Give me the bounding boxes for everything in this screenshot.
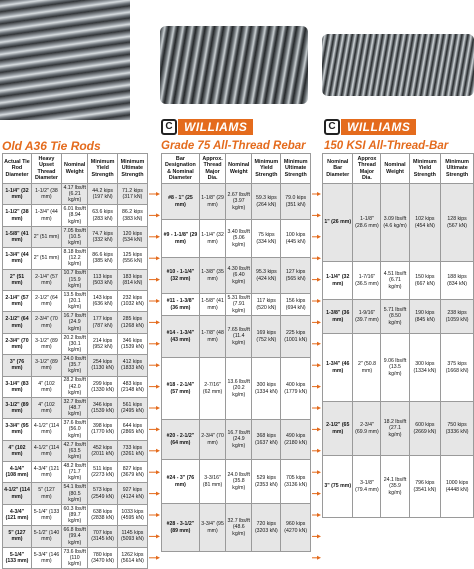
table-cell: 71.2 kips (317 kN): [117, 184, 147, 205]
table-cell: 375 kips (1668 kN): [441, 334, 474, 402]
table-cell: 4-3/4" (121 mm): [31, 462, 61, 483]
table-cell: 16.7 lbs/ft (24.9 kg/m): [226, 420, 252, 460]
table-cell: #11 - 1-3/8" (36 mm): [162, 294, 200, 316]
arrow-head-icon: [317, 492, 321, 496]
table-cell: 2" (51 mm): [31, 226, 61, 247]
table-cell: 10.7 lbs/ft (15.9 kg/m): [63, 270, 86, 289]
table-cell: 346 kips (1539 kN): [88, 397, 117, 418]
table-cell: 4-1/4" (108 mm): [3, 462, 32, 483]
table-cell: 9.06 lbs/ft (13.5 kg/m): [381, 334, 409, 402]
table-cell: 827 kips (3679 kN): [117, 462, 147, 483]
arrow-head-icon: [317, 534, 321, 538]
table-cell: 1-1/8" (29 mm): [199, 184, 225, 220]
table-cell: 7.05 lbs/ft (10.5 kg/m): [63, 227, 86, 247]
table-cell: 5" (127 mm): [3, 526, 32, 547]
table-cell: 156 kips (694 kN): [281, 294, 311, 316]
table-cell: 285 kips (1268 kN): [117, 312, 147, 333]
table-cell: 5-1/2" (140 mm): [31, 526, 61, 547]
table-cell: 42.7 lbs/ft (63.5 kg/m): [63, 441, 86, 460]
table-cell: 1-3/8" (35 mm): [199, 258, 225, 294]
table-cell: 2-3/4" (70 mm): [31, 312, 61, 333]
table-cell: 398 kips (1770 kN): [88, 419, 117, 440]
table-cell: 125 kips (556 kN): [117, 248, 147, 269]
column-header: Approx Thread Major Dia.: [353, 154, 381, 184]
table-cell: 18.2 lbs/ft (27.1 kg/m): [381, 402, 409, 456]
table-cell: 299 kips (1330 kN): [88, 376, 117, 397]
table-cell: 32.7 lbs/ft (48.7 kg/m): [63, 398, 86, 418]
table-cell: 28.2 lbs/ft (42.0 kg/m): [63, 377, 86, 396]
table-cell: 529 kips (2353 kN): [252, 460, 281, 504]
arrow-head-icon: [317, 470, 321, 474]
table-cell: 24.1 lbs/ft (35.9 kg/m): [381, 456, 409, 518]
table-cell: 2-3/4" (69.9 mm): [353, 402, 381, 456]
table-cell: 3-3/4" (95 mm): [3, 419, 32, 440]
arrow-head-icon: [156, 192, 160, 196]
table-cell: 2-1/2" (64 mm): [3, 312, 32, 333]
table-cell: 73.6 lbs/ft (110 kg/m): [63, 548, 86, 567]
table-cell: 3" (75 mm): [323, 456, 353, 518]
table-cell: #18 - 2-1/4" (57 mm): [162, 358, 200, 420]
arrow-head-icon: [317, 278, 321, 282]
table-cell: 24.0 lbs/ft (35.8 kg/m): [226, 460, 252, 504]
table-cell: 300 kips (1334 kN): [409, 334, 441, 402]
table-cell: 644 kips (2865 kN): [117, 419, 147, 440]
table-cell: 1-7/16" (36.5 mm): [353, 262, 381, 300]
table-cell: 3-3/4" (95 mm): [199, 504, 225, 552]
table-cell: 8.18 lbs/ft (12.2 kg/m): [63, 249, 86, 268]
section-title-thread-bar: 150 KSI All-Thread-Bar: [324, 140, 449, 152]
arrow-head-icon: [156, 299, 160, 303]
column-header: Minimum Ultimate Strength: [441, 154, 474, 184]
column-header: Nominal Weight: [61, 154, 87, 184]
table-cell: 4-1/2" (114 mm): [3, 483, 32, 504]
table-cell: 3-1/2" (89 mm): [31, 355, 61, 376]
table-cell: 1-1/8" (28.6 mm): [353, 184, 381, 262]
table-cell: 4.17 lbs/ft (6.21 kg/m): [63, 184, 86, 204]
williams-mark-icon: C: [324, 119, 340, 135]
table-cell: 3.09 lbs/ft (4.6 kg/m): [381, 184, 409, 262]
table-cell: #24 - 3" (76 mm): [162, 460, 200, 504]
arrow-head-icon: [156, 363, 160, 367]
table-cell: #14 - 1-3/4" (43 mm): [162, 316, 200, 358]
arrow-head-icon: [156, 278, 160, 282]
table-row: [3, 547, 148, 568]
table-cell: 24.0 lbs/ft (35.7 kg/m): [63, 356, 86, 375]
table-cell: 3-1/2" (89 mm): [31, 333, 61, 354]
table-cell: 412 kips (1833 kN): [117, 355, 147, 376]
section-title-tie-rods: Old A36 Tie Rods: [2, 139, 101, 153]
table-cell: 720 kips (3203 kN): [252, 504, 281, 552]
table-cell: 113 kips (503 kN): [88, 269, 117, 290]
arrow-head-icon: [156, 320, 160, 324]
logo-text: WILLIAMS: [341, 119, 416, 135]
table-cell: 4-1/2" (114 mm): [31, 440, 61, 461]
table-cell: 2-1/2" (65 mm): [323, 402, 353, 456]
table-cell: 74.7 kips (332 kN): [88, 226, 117, 247]
table-cell: 705 kips (3136 kN): [281, 460, 311, 504]
table-cell: 300 kips (1334 kN): [252, 358, 281, 420]
table-cell: 4-1/2" (114 mm): [31, 419, 61, 440]
arrow-head-icon: [156, 256, 160, 260]
arrow-head-icon: [317, 256, 321, 260]
arrow-head-icon: [317, 406, 321, 410]
table-cell: 1-5/8" (41 mm): [199, 294, 225, 316]
table-cell: #28 - 3-1/2" (89 mm): [162, 504, 200, 552]
table-cell: 1-1/2" (38 mm): [3, 205, 32, 226]
table-cell: 20.2 lbs/ft (30.1 kg/m): [63, 334, 86, 354]
table-cell: 2.67 lbs/ft (3.97 kg/m): [226, 184, 252, 220]
arrow-head-icon: [317, 385, 321, 389]
table-cell: 4.51 lbs/ft (6.71 kg/m): [381, 262, 409, 300]
table-cell: 2-7/16" (62 mm): [199, 358, 225, 420]
table-cell: 780 kips (3470 kN): [88, 547, 117, 568]
arrow-head-icon: [317, 513, 321, 517]
arrow-head-icon: [156, 492, 160, 496]
table-cell: #9 - 1-1/8" (29 mm): [162, 220, 200, 258]
table-cell: 4" (102 mm): [31, 397, 61, 418]
table-cell: 5-1/4" (133 mm): [31, 504, 61, 525]
arrow-head-icon: [156, 385, 160, 389]
table-cell: 3" (76 mm): [3, 355, 32, 376]
table-cell: 1-3/4" (44 mm): [3, 248, 32, 269]
table-cell: 2" (51 mm): [3, 269, 32, 290]
table-cell: 3-1/8" (79.4 mm): [353, 456, 381, 518]
table-cell: 6.01 lbs/ft (8.94 kg/m): [63, 206, 86, 225]
table-cell: 150 kips (667 kN): [409, 262, 441, 300]
table-cell: 128 kips (567 kN): [441, 184, 474, 262]
table-cell: 452 kips (2011 kN): [88, 440, 117, 461]
table-cell: 1-5/8" (41 mm): [3, 226, 32, 247]
table-cell: 95.3 kips (424 kN): [252, 258, 281, 294]
arrow-head-icon: [317, 342, 321, 346]
arrow-head-icon: [156, 556, 160, 560]
table-cell: 733 kips (3261 kN): [117, 440, 147, 461]
table-cell: 750 kips (3336 kN): [441, 402, 474, 456]
table-cell: 490 kips (2180 kN): [281, 420, 311, 460]
table-cell: 86.2 kips (383 kN): [117, 205, 147, 226]
table-cell: 177 kips (787 kN): [88, 312, 117, 333]
table-cell: 100 kips (445 kN): [281, 220, 311, 258]
arrow-head-icon: [156, 513, 160, 517]
table-cell: 2-1/4" (57 mm): [3, 290, 32, 311]
table-cell: 238 kips (1059 kN): [441, 300, 474, 334]
table-cell: 1000 kips (4448 kN): [441, 456, 474, 518]
table-cell: 638 kips (2838 kN): [88, 504, 117, 525]
column-header: Minimum Yield Strength: [409, 154, 441, 184]
table-cell: 2-1/4" (57 mm): [31, 269, 61, 290]
table-cell: 1" (26 mm): [323, 184, 353, 262]
table-cell: 1-1/2" (38 mm): [31, 184, 61, 205]
table-cell: 4" (102 mm): [31, 376, 61, 397]
table-cell: 4.30 lbs/ft (6.40 kg/m): [226, 258, 252, 294]
arrow-head-icon: [156, 213, 160, 217]
table-cell: 60.3 lbs/ft (89.7 kg/m): [63, 505, 86, 525]
table-cell: 13.5 lbs/ft (20.1 kg/m): [63, 291, 86, 311]
table-cell: 63.6 kips (283 kN): [88, 205, 117, 226]
table-cell: 5" (127 mm): [31, 483, 61, 504]
table-cell: 2" (51 mm): [31, 248, 61, 269]
table-cell: 44.2 kips (197 kN): [88, 184, 117, 205]
table-cell: 1033 kips (4595 kN): [117, 504, 147, 525]
column-header: Nominal Weight: [381, 154, 409, 184]
table-cell: 143 kips (636 kN): [88, 290, 117, 311]
table-cell: 3-3/16" (81 mm): [199, 460, 225, 504]
table-cell: 102 kips (454 kN): [409, 184, 441, 262]
table-cell: 573 kips (2549 kN): [88, 483, 117, 504]
table-cell: 368 kips (1637 kN): [252, 420, 281, 460]
table-cell: 511 kips (2273 kN): [88, 462, 117, 483]
arrow-head-icon: [317, 556, 321, 560]
table-cell: 400 kips (1779 kN): [281, 358, 311, 420]
arrow-head-icon: [317, 192, 321, 196]
table-cell: 188 kips (834 kN): [441, 262, 474, 300]
table-cell: 2" (50.8 mm): [353, 334, 381, 402]
arrow-head-icon: [317, 213, 321, 217]
arrow-head-icon: [317, 235, 321, 239]
table-cell: 86.6 kips (385 kN): [88, 248, 117, 269]
table-cell: 1-3/4" (44 mm): [31, 205, 61, 226]
table-cell: 183 kips (814 kN): [117, 269, 147, 290]
table-cell: #10 - 1-1/4" (32 mm): [162, 258, 200, 294]
table-cell: 5-3/4" (146 mm): [31, 547, 61, 568]
table-cell: 960 kips (4270 kN): [281, 504, 311, 552]
table-cell: 4-3/4" (121 mm): [3, 504, 32, 525]
arrow-head-icon: [317, 363, 321, 367]
table-cell: 1-7/8" (48 mm): [199, 316, 225, 358]
section-title-rebar: Grade 75 All-Thread Rebar: [161, 140, 306, 152]
table-cell: 2-3/4" (70 mm): [199, 420, 225, 460]
table-cell: 59.3 kips (264 kN): [252, 184, 281, 220]
column-header: Nominal Weight: [226, 154, 252, 184]
arrow-head-icon: [156, 235, 160, 239]
table-cell: 225 kips (1001 kN): [281, 316, 311, 358]
column-header: Minimum Yield Strength: [252, 154, 281, 184]
table-cell: 79.0 kips (351 kN): [281, 184, 311, 220]
table-cell: 1-3/4" (46 mm): [323, 334, 353, 402]
table-cell: 1-1/4" (32 mm): [3, 184, 32, 205]
column-header: Minimum Ultimate Strength: [281, 154, 311, 184]
arrow-head-icon: [317, 320, 321, 324]
table-cell: 232 kips (1032 kN): [117, 290, 147, 311]
table-cell: 254 kips (1130 kN): [88, 355, 117, 376]
table-cell: 707 kips (3145 kN): [88, 526, 117, 547]
table-cell: 48.2 lbs/ft (71.7 kg/m): [63, 462, 86, 482]
column-header: Minimum Ultimate Strength: [117, 154, 147, 184]
table-cell: 1-9/16" (39.7 mm): [353, 300, 381, 334]
table-cell: 4" (102 mm): [3, 440, 32, 461]
column-header: Approx. Thread Major Dia.: [199, 154, 225, 184]
table-cell: 1262 kips (5614 kN): [117, 547, 147, 568]
table-cell: 75 kips (334 kN): [252, 220, 281, 258]
table-cell: 214 kips (952 kN): [88, 333, 117, 354]
table-cell: 2-1/2" (64 mm): [31, 290, 61, 311]
table-cell: 32.7 lbs/ft (48.6 kg/m): [226, 504, 252, 552]
table-cell: 1-1/4" (32 mm): [323, 262, 353, 300]
table-cell: 346 kips (1539 kN): [117, 333, 147, 354]
table-cell: 927 kips (4124 kN): [117, 483, 147, 504]
table-cell: 127 kips (565 kN): [281, 258, 311, 294]
arrow-head-icon: [317, 299, 321, 303]
column-header: Nominal Bar Diameter: [323, 154, 353, 184]
table-cell: 169 kips (752 kN): [252, 316, 281, 358]
table-cell: 37.6 lbs/ft (56.0 kg/m): [63, 420, 86, 439]
table-cell: 190 kips (845 kN): [409, 300, 441, 334]
table-cell: 5.31 lbs/ft (7.91 kg/m): [227, 295, 250, 314]
table-cell: 2-3/4" (70 mm): [3, 333, 32, 354]
table-cell: 3.40 lbs/ft (5.06 kg/m): [226, 220, 252, 258]
table-cell: 13.6 lbs/ft (20.2 kg/m): [226, 358, 252, 420]
table-cell: 16.7 lbs/ft (24.9 kg/m): [63, 313, 86, 332]
table-cell: 3-1/2" (89 mm): [3, 397, 32, 418]
arrow-head-icon: [156, 427, 160, 431]
table-cell: 796 kips (3541 kN): [409, 456, 441, 518]
table-cell: 1-1/4" (32 mm): [199, 220, 225, 258]
table-cell: #8 - 1" (25 mm): [162, 184, 200, 220]
table-cell: 120 kips (534 kN): [117, 226, 147, 247]
arrow-head-icon: [156, 342, 160, 346]
table-cell: 117 kips (520 kN): [252, 294, 281, 316]
arrow-head-icon: [156, 449, 160, 453]
table-cell: 66.8 lbs/ft (99.4 kg/m): [63, 527, 86, 546]
table-cell: 5.71 lbs/ft (8.50 kg/m): [381, 300, 409, 334]
column-header: Heavy Upset Thread Diameter: [31, 154, 61, 184]
williams-mark-icon: C: [161, 119, 177, 135]
arrow-head-icon: [317, 427, 321, 431]
column-header: Minimum Yield Strength: [88, 154, 117, 184]
table-cell: 1-3/8" (36 mm): [323, 300, 353, 334]
table-cell: 7.65 lbs/ft (11.4 kg/m): [226, 316, 252, 358]
logo-text: WILLIAMS: [178, 119, 253, 135]
table-cell: 600 kips (2669 kN): [409, 402, 441, 456]
column-header: Actual Tie Rod Diameter: [3, 154, 32, 184]
column-header: Bar Designation & Nominal Diameter: [162, 154, 200, 184]
table-cell: 5-1/4" (133 mm): [3, 547, 32, 568]
arrow-head-icon: [156, 534, 160, 538]
table-cell: 561 kips (2495 kN): [117, 397, 147, 418]
arrow-head-icon: [317, 449, 321, 453]
table-cell: 3-1/4" (83 mm): [3, 376, 32, 397]
arrow-head-icon: [156, 406, 160, 410]
table-cell: #20 - 2-1/2" (64 mm): [162, 420, 200, 460]
arrow-head-icon: [156, 470, 160, 474]
table-cell: 54.1 lbs/ft (80.5 kg/m): [63, 484, 86, 503]
table-cell: 483 kips (2148 kN): [117, 376, 147, 397]
table-cell: 1145 kips (5093 kN): [117, 526, 147, 547]
